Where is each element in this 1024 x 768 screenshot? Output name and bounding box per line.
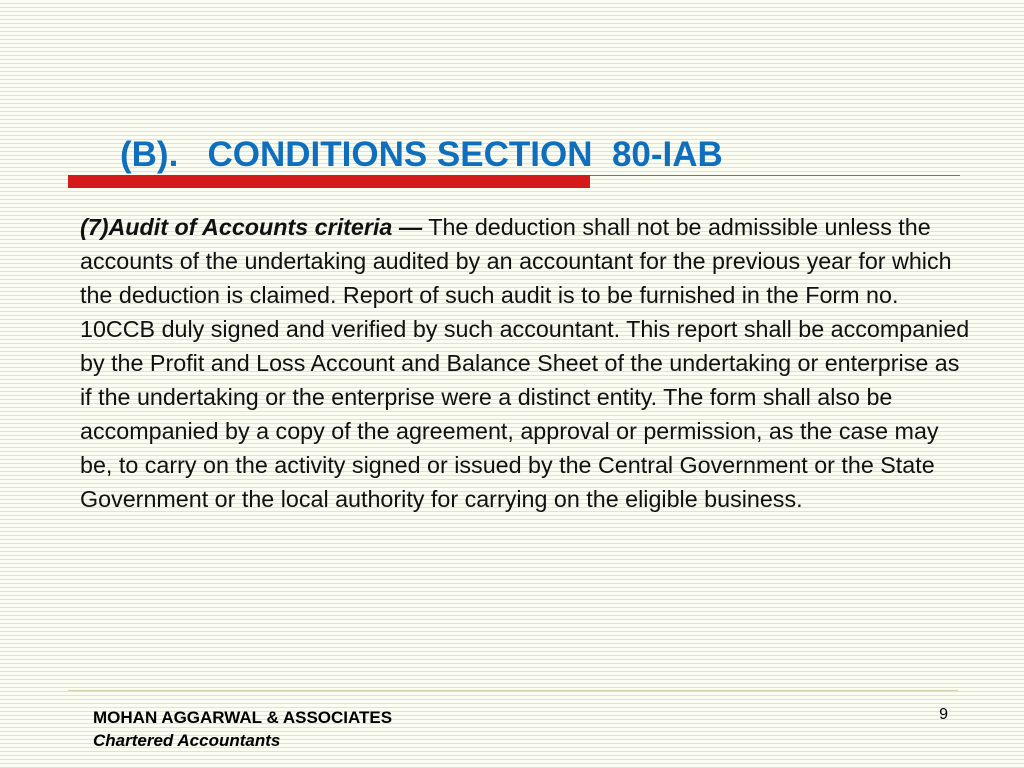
slide-title: (B). CONDITIONS SECTION 80-IAB: [120, 135, 723, 174]
page-number: 9: [939, 706, 948, 723]
footer-firm-name: MOHAN AGGARWAL & ASSOCIATES: [93, 708, 393, 727]
body-paragraph: [80, 210, 970, 516]
body-lead-heading: (7)Audit of Accounts criteria —: [80, 214, 423, 240]
title-underline-red: [68, 175, 590, 188]
footer-divider: [68, 690, 958, 691]
title-underline-thin: [590, 175, 960, 176]
footer-firm-subtitle: Chartered Accountants: [93, 731, 281, 750]
body-text: The deduction shall not be admissible unless the accounts of the undertaking audited by an accountant for the previous year for which the deduction is claimed. Report of such audit is to be furnished in the Form no. 10CCB duly signed and verified by such accountant. This report shall be accompanied by the Profit and Loss Account and Balance Sheet of the undertaking or enterprise as if the undertaking or the enterprise were a distinct entity. The form shall also be accompanied by a copy of the agreement, approval or permission, as the case may be, to carry on the activity signed or issued by the Central Government or the State Government or the local authority for carrying on the eligible business.: [80, 214, 970, 512]
